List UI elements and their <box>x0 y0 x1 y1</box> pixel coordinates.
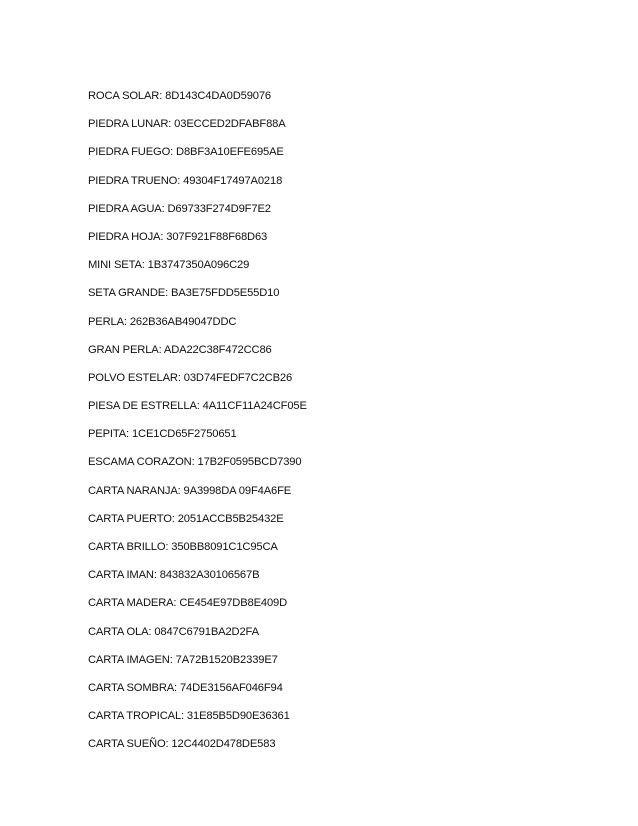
code-line: CARTA SOMBRA: 74DE3156AF046F94 <box>88 681 283 694</box>
code-line: CARTA OLA: 0847C6791BA2D2FA <box>88 625 259 638</box>
code-line: PERLA: 262B36AB49047DDC <box>88 315 237 328</box>
code-line: PIEDRA TRUENO: 49304F17497A0218 <box>88 174 283 187</box>
code-line: SETA GRANDE: BA3E75FDD5E55D10 <box>88 287 280 300</box>
code-line: CARTA TROPICAL: 31E85B5D90E36361 <box>88 710 290 723</box>
code-line: ESCAMA CORAZON: 17B2F0595BCD7390 <box>88 456 302 469</box>
code-list <box>88 89 307 766</box>
code-line: PIESA DE ESTRELLA: 4A11CF11A24CF05E <box>88 400 307 413</box>
code-line: PIEDRA HOJA: 307F921F88F68D63 <box>88 230 268 243</box>
code-line: PIEDRA LUNAR: 03ECCED2DFABF88A <box>88 118 286 131</box>
code-line: PIEDRA FUEGO: D8BF3A10EFE695AE <box>88 146 284 159</box>
code-line: MINI SETA: 1B3747350A096C29 <box>88 259 250 272</box>
code-line: POLVO ESTELAR: 03D74FEDF7C2CB26 <box>88 371 293 384</box>
code-line: CARTA PUERTO: 2051ACCB5B25432E <box>88 512 284 525</box>
code-line: CARTA MADERA: CE454E97DB8E409D <box>88 597 288 610</box>
code-line: CARTA IMAGEN: 7A72B1520B2339E7 <box>88 653 278 666</box>
code-line: CARTA SUEÑO: 12C4402D478DE583 <box>88 738 276 751</box>
code-line: ROCA SOLAR: 8D143C4DA0D59076 <box>88 90 271 102</box>
code-line: CARTA BRILLO: 350BB8091C1C95CA <box>88 541 278 553</box>
code-line: PEPITA: 1CE1CD65F2750651 <box>88 428 237 441</box>
code-line: CARTA IMAN: 843832A30106567B <box>88 569 260 582</box>
code-line: GRAN PERLA: ADA22C38F472CC86 <box>88 343 272 356</box>
code-line: PIEDRA AGUA: D69733F274D9F7E2 <box>88 202 271 215</box>
code-line: CARTA NARANJA: 9A3998DA 09F4A6FE <box>88 484 292 497</box>
